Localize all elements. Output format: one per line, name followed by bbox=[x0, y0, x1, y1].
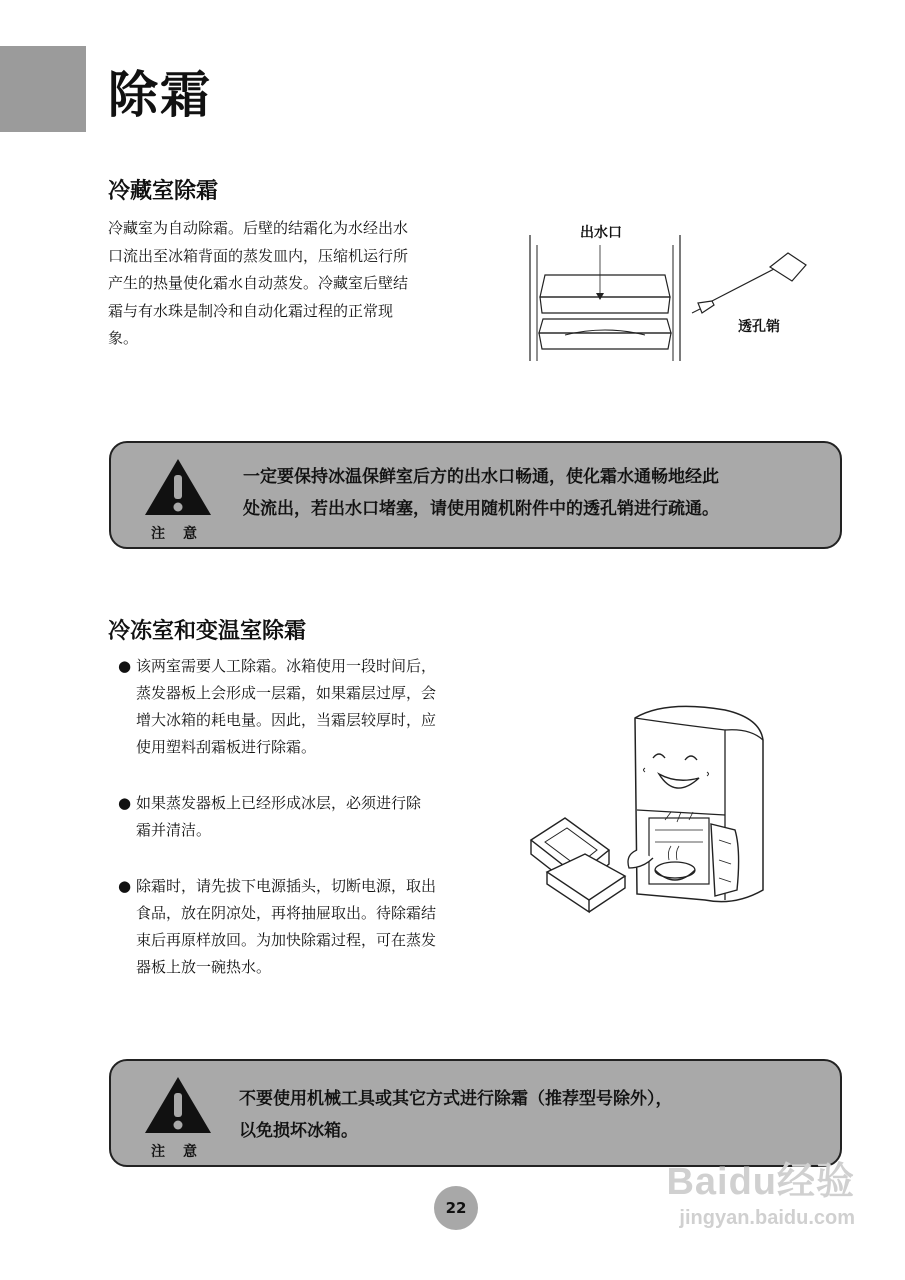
notice-label: 注意 bbox=[151, 526, 215, 542]
notice-line: 不要使用机械工具或其它方式进行除霜（推荐型号除外）， bbox=[239, 1089, 673, 1109]
notice-line: 处流出，若出水口堵塞，请使用随机附件中的透孔销进行疏通。 bbox=[243, 499, 719, 519]
bullet-item bbox=[118, 790, 488, 844]
text-line: 口流出至冰箱背面的蒸发皿内，压缩机运行所 bbox=[108, 246, 409, 265]
notice-line: 一定要保持冰温保鲜室后方的出水口畅通，使化霜水通畅地经此 bbox=[243, 467, 719, 487]
page-title: 除霜 bbox=[108, 66, 212, 124]
notice-box bbox=[109, 441, 842, 549]
watermark-logo: Baidu经验 bbox=[666, 1161, 855, 1203]
section-title-freezer: 冷冻室和变温室除霜 bbox=[108, 619, 307, 644]
text-line: 蒸发器板上会形成一层霜，如果霜层过厚，会 bbox=[136, 684, 437, 702]
bullet-item bbox=[118, 873, 488, 981]
notice-line: 以免损坏冰箱。 bbox=[239, 1121, 358, 1141]
text-line: 使用塑料刮霜板进行除霜。 bbox=[136, 738, 317, 756]
bullet-dot: ● bbox=[118, 877, 132, 895]
text-line: 象。 bbox=[108, 329, 139, 347]
fridge-defrost-text bbox=[108, 215, 478, 353]
text-line: 食品，放在阴凉处，再将抽屉取出。待除霜结 bbox=[136, 904, 437, 922]
fridge-outlet-illustration bbox=[525, 225, 685, 365]
text-line: 器板上放一碗热水。 bbox=[136, 958, 272, 976]
baidu-watermark bbox=[666, 1150, 855, 1230]
text-line: 该两室需要人工除霜。冰箱使用一段时间后， bbox=[136, 657, 437, 675]
notice-text bbox=[239, 1083, 673, 1147]
text-line: 霜并清洁。 bbox=[136, 821, 212, 839]
notice-label: 注意 bbox=[151, 1144, 215, 1160]
warning-icon bbox=[143, 457, 213, 517]
text-line: 除霜时，请先拔下电源插头，切断电源，取出 bbox=[136, 877, 437, 895]
corner-tab bbox=[0, 46, 86, 132]
text-line: 霜与有水珠是制冷和自动化霜过程的正常现 bbox=[108, 301, 394, 320]
text-line: 束后再原样放回。为加快除霜过程，可在蒸发 bbox=[136, 931, 437, 949]
pin-label: 透孔销 bbox=[738, 319, 780, 335]
bullet-dot: ● bbox=[118, 657, 132, 675]
fridge-cartoon-illustration bbox=[525, 700, 780, 915]
outlet-label: 出水口 bbox=[580, 225, 622, 241]
notice-text bbox=[243, 461, 719, 525]
text-line: 如果蒸发器板上已经形成冰层，必须进行除 bbox=[136, 794, 422, 812]
warning-icon bbox=[143, 1075, 213, 1135]
text-line: 增大冰箱的耗电量。因此，当霜层较厚时，应 bbox=[136, 711, 437, 729]
bullet-dot: ● bbox=[118, 794, 132, 812]
text-line: 冷藏室为自动除霜。后壁的结霜化为水经出水 bbox=[108, 219, 409, 237]
watermark-url: jingyan.baidu.com bbox=[679, 1207, 855, 1229]
page-number: 22 bbox=[434, 1186, 478, 1230]
pin-icon bbox=[688, 245, 813, 325]
bullet-item bbox=[118, 653, 488, 761]
section-title-fridge: 冷藏室除霜 bbox=[108, 179, 219, 204]
text-line: 产生的热量使化霜水自动蒸发。冷藏室后壁结 bbox=[108, 274, 409, 292]
